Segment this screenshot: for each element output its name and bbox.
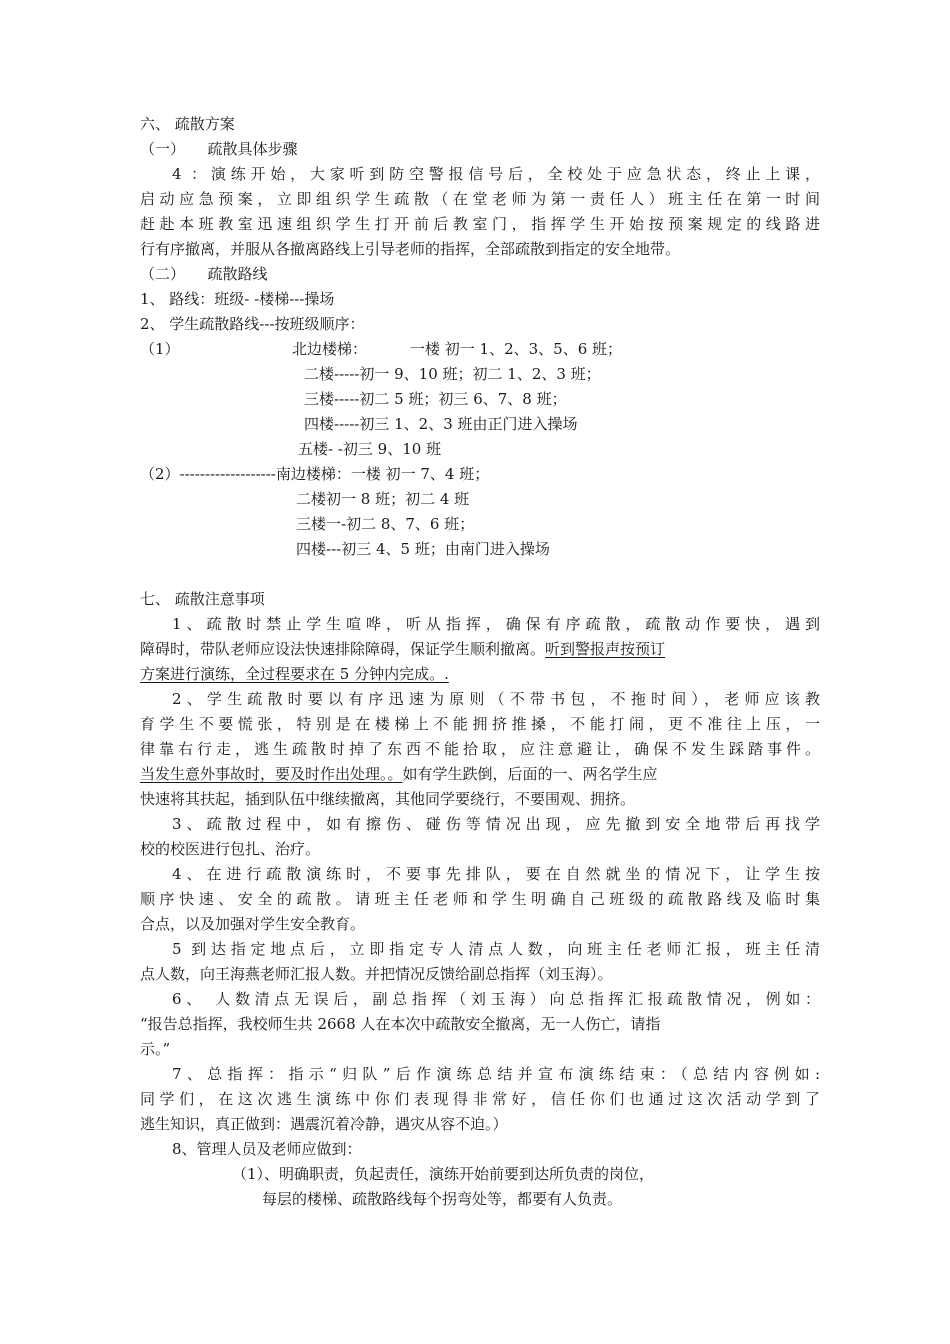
- south-floor-3: 三楼一-初二 8、7、6 班；: [296, 515, 475, 533]
- north-floor-3: 三楼-----初二 5 班；初三 6、7、8 班；: [304, 390, 567, 408]
- item2-line-3: 律靠右行走，逃生疏散时掉了东西不能拾取，应注意避让，确保不发生踩踏事件。: [140, 740, 820, 758]
- item6-line-3: 示。”: [140, 1040, 171, 1058]
- north-stairs-heading: 北边楼梯：: [292, 340, 368, 358]
- item8-sub-1: （1）、明确职责，负起责任，演练开始前要到达所负责的岗位，: [232, 1165, 655, 1183]
- item2-line-5: 快速将其扶起，插到队伍中继续撤离，其他同学要绕行，不要围观、拥挤。: [140, 790, 636, 808]
- paragraph-4-line-3: 赶赴本班教室迅速组织学生打开前后教室门，指挥学生开始按预案规定的线路进: [140, 215, 820, 233]
- item1-underlined-continuation: 方案进行演练，全过程要求在 5 分钟内完成。.: [140, 665, 449, 683]
- north-floor-5: 五楼- -初三 9、10 班: [298, 440, 442, 458]
- item8-sub-2: 每层的楼梯、疏散路线每个拐弯处等，都要有人负责。: [262, 1190, 623, 1208]
- item1-line-3: [140, 662, 820, 687]
- section7-title: 七、 疏散注意事项: [140, 590, 265, 608]
- paragraph-4-line-1: 4 ：演练开始，大家听到防空警报信号后，全校处于应急状态，终止上课，: [172, 165, 820, 183]
- item8-line-1: 8、管理人员及老师应做到：: [172, 1140, 362, 1158]
- item3-line-1: 3、疏散过程中，如有擦伤、碰伤等情况出现，应先撤到安全地带后再找学: [172, 815, 820, 833]
- paragraph-4-line-4: 行有序撤离，并服从各撤离路线上引导老师的指挥，全部疏散到指定的安全地带。: [140, 240, 681, 258]
- north-floor-1: 一楼 初一 1、2、3、5、6 班；: [410, 340, 623, 358]
- north-floor-2: 二楼-----初一 9、10 班；初二 1、2、3 班；: [304, 365, 601, 383]
- item1-underlined-text: 听到警报声按预订: [545, 640, 666, 658]
- item2-line-1: 2、学生疏散时要以有序迅速为原则（不带书包，不拖时间），老师应该教: [172, 690, 820, 708]
- item4-line-3: 合点，以及加强对学生安全教育。: [140, 915, 366, 933]
- item2-line-4-text: 如有学生跌倒，后面的一、两名学生应: [402, 765, 658, 783]
- item7-line-1: 7、总指挥：指示“归队”后作演练总结并宣布演练结束：（总结内容例如:: [172, 1065, 820, 1083]
- item2-line-2: 育学生不要慌张，特别是在楼梯上不能拥挤推搡，不能打闹，更不准往上压，一: [140, 715, 820, 733]
- item6-line-1: 6、 人数清点无误后，副总指挥（刘玉海）向总指挥汇报疏散情况，例如：: [172, 990, 820, 1008]
- section6-subheading-2: （二） 疏散路线: [140, 265, 268, 283]
- item6-line-2: “报告总指挥，我校师生共 2668 人在本次中疏散安全撤离，无一人伤亡，请指: [140, 1015, 661, 1033]
- section-spacer: [140, 562, 820, 587]
- section6-subheading-1: （一） 疏散具体步骤: [140, 140, 298, 158]
- north-stairs-row: [140, 337, 820, 362]
- north-floor-4: 四楼-----初三 1、2、3 班由正门进入操场: [304, 415, 578, 433]
- south-floor-4: 四楼---初三 4、5 班；由南门进入操场: [296, 540, 550, 558]
- document-body: [140, 112, 820, 1212]
- paragraph-4-line-2: 启动应急预案，立即组织学生疏散（在堂老师为第一责任人）班主任在第一时间: [140, 190, 820, 208]
- item2-line-4: [140, 762, 820, 787]
- item1-line-2-text: 障碍时，带队老师应设法快速排除障碍，保证学生顺利撤离。: [140, 640, 546, 658]
- item4-line-2: 顺序快速、安全的疏散。请班主任老师和学生明确自己班级的疏散路线及临时集: [140, 890, 820, 908]
- item7-line-2: 同学们，在这次逃生演练中你们表现得非常好，信任你们也通过这次活动学到了: [140, 1090, 820, 1108]
- south-stairs-row: （2）-------------------南边楼梯：一楼 初一 7、4 班；: [140, 465, 490, 483]
- section6-title: 六、 疏散方案: [140, 115, 235, 133]
- route-line-1: 1、 路线：班级- -楼梯---操场: [140, 290, 335, 308]
- item4-line-1: 4、在进行疏散演练时，不要事先排队，要在自然就坐的情况下，让学生按: [172, 865, 820, 883]
- item3-line-2: 校的校医进行包扎、治疗。: [140, 840, 321, 858]
- item7-line-3: 逃生知识，真正做到：遇震沉着冷静，遇灾从容不迫。）: [140, 1115, 508, 1133]
- item5-line-2: 点人数，向王海燕老师汇报人数。并把情况反馈给副总指挥（刘玉海）。: [140, 965, 613, 983]
- south-floor-2: 二楼初一 8 班；初二 4 班: [296, 490, 470, 508]
- item5-line-1: 5 到达指定地点后，立即指定专人清点人数，向班主任老师汇报，班主任清: [172, 940, 820, 958]
- route-line-2: 2、 学生疏散路线---按班级顺序：: [140, 315, 365, 333]
- item2-underlined-text: 当发生意外事故时，要及时作出处理。。: [140, 765, 403, 783]
- item1-line-1: 1、疏散时禁止学生喧哗，听从指挥，确保有序疏散，疏散动作要快，遇到: [172, 615, 820, 633]
- item1-line-2: [140, 637, 820, 662]
- north-stairs-label: （1）: [140, 340, 180, 358]
